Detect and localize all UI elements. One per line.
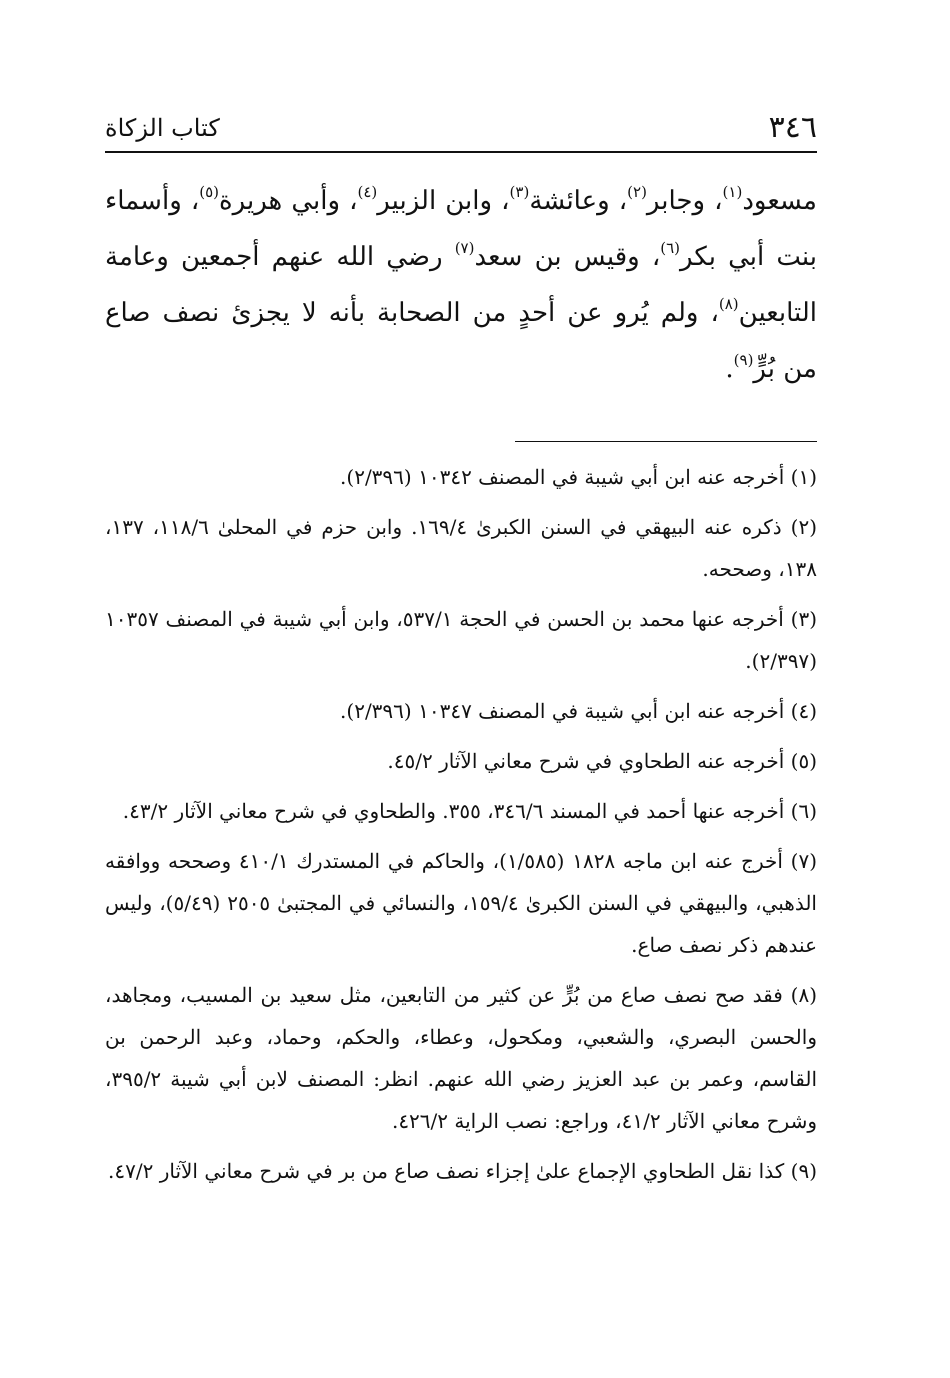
footnote-ref: (٧) [454, 239, 475, 257]
footnote-number: (٣) [790, 607, 817, 631]
footnote-ref: (٣) [509, 183, 530, 201]
footnote-number: (١) [790, 465, 817, 489]
footnote-text: أخرجه عنها أحمد في المسند ٣٤٦/٦، ٣٥٥. والطحاوي في شرح معاني الآثار ٤٣/٢. [122, 799, 785, 823]
main-text-segment: ، وجابر [646, 186, 723, 216]
footnote-text: أخرج عنه ابن ماجه ١٨٢٨ (١/٥٨٥)، والحاكم في المستدرك ٤١٠/١ وصححه ووافقه الذهبي، والبيهقي في السنن الكبرىٰ ١٥٩/٤، والنسائي في المجتبىٰ ٢٥٠٥ (٥/٤٩)، وليس عندهم ذكر نصف صاع. [105, 849, 817, 957]
footnote-ref: (٩) [733, 351, 754, 369]
main-paragraph [105, 175, 817, 399]
footnote [105, 456, 817, 498]
footnote [105, 506, 817, 590]
footnote [105, 790, 817, 832]
footnote-text: فقد صح نصف صاع من بُرٍّ عن كثير من التابعين، مثل سعيد بن المسيب، ومجاهد، والحسن البصري، والشعبي، ومكحول، وعطاء، والحكم، وحماد، وعبد الرحمن بن القاسم، وعمر بن عبد العزيز رضي الله عنهم. انظر: المصنف لابن أبي شيبة ٣٩٥/٢، وشرح معاني الآثار ٤١/٢، وراجع: نصب الراية ٤٢٦/٢. [105, 983, 817, 1133]
footnote-number: (٦) [790, 799, 817, 823]
page-number: ٣٤٦ [768, 110, 817, 145]
footnote-text: أخرجه عنه ابن أبي شيبة في المصنف ١٠٣٤٢ (٢/٣٩٦). [340, 465, 785, 489]
footnote-number: (٧) [790, 849, 818, 873]
footnote-text: أخرجه عنها محمد بن الحسن في الحجة ٥٣٧/١، وابن أبي شيبة في المصنف ١٠٣٥٧ (٢/٣٩٧). [105, 607, 817, 673]
footnote [105, 690, 817, 732]
footnote-number: (٢) [790, 515, 818, 539]
footnote-number: (٤) [790, 699, 817, 723]
footnote-ref: (٦) [660, 239, 681, 257]
main-text-segment: ، وعائشة [529, 186, 628, 216]
main-text-segment: ، وابن الزبير [377, 186, 510, 216]
footnote-text: أخرجه عنه ابن أبي شيبة في المصنف ١٠٣٤٧ (٢/٣٩٦). [340, 699, 785, 723]
footnote-number: (٩) [790, 1159, 817, 1183]
footnote [105, 598, 817, 682]
footnote-text: كذا نقل الطحاوي الإجماع علىٰ إجزاء نصف صاع من بر في شرح معاني الآثار ٤٧/٢. [108, 1159, 785, 1183]
main-text-segment: . [725, 354, 734, 384]
footnote-ref: (٢) [627, 183, 647, 201]
footnote-ref: (٥) [199, 183, 219, 201]
main-text-segment: رضي الله عنهم أجمعين وعامة التابعين [105, 242, 817, 328]
footnote-ref: (٤) [357, 183, 378, 201]
footnote [105, 1150, 817, 1192]
footnote [105, 974, 817, 1142]
footnote-text: ذكره عنه البيهقي في السنن الكبرىٰ ١٦٩/٤. وابن حزم في المحلىٰ ١١٨/٦، ١٣٧، ١٣٨، وصححه. [105, 515, 817, 581]
header-rule [105, 151, 817, 153]
footnotes [105, 456, 817, 1200]
footnote-separator [515, 441, 817, 442]
page-header [105, 108, 817, 148]
footnote-number: (٥) [790, 749, 817, 773]
footnote-text: أخرجه عنه الطحاوي في شرح معاني الآثار ٤٥/٢. [387, 749, 785, 773]
footnote [105, 840, 817, 966]
main-text [105, 175, 817, 399]
footnote-ref: (١) [722, 183, 743, 201]
main-text-segment: ، ولم يُرو عن أحدٍ من الصحابة بأنه لا يجزئ نصف صاع من بُرٍّ [105, 298, 817, 384]
main-text-segment: مسعود [742, 186, 817, 216]
running-title: كتاب الزكاة [105, 114, 220, 142]
main-text-segment: ، وقيس بن سعد [474, 242, 661, 272]
main-text-segment: ، وأبي هريرة [219, 186, 358, 216]
main-text-segment: ، وأسماء بنت أبي بكر [105, 186, 817, 272]
footnote-ref: (٨) [718, 295, 739, 313]
footnote [105, 740, 817, 782]
footnote-number: (٨) [790, 983, 818, 1007]
